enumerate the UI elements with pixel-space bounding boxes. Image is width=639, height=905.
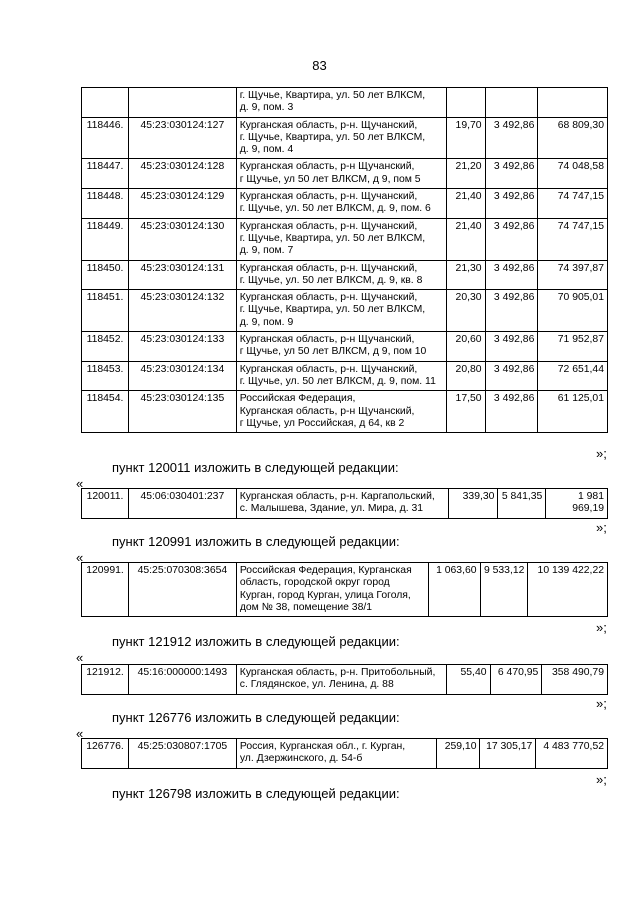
total-cell: 4 483 770,52 [536,739,608,769]
rate-cell: 3 492,86 [485,391,538,433]
rate-cell: 6 470,95 [490,665,542,695]
row-number: 118450. [82,260,129,290]
cadastral-number: 45:23:030124:131 [128,260,236,290]
table-row [82,665,608,695]
section-heading: пункт 120991 изложить в следующей редакции: [112,534,400,549]
total-cell: 74 397,87 [538,260,608,290]
row-number: 118449. [82,218,129,260]
cadastral-number [128,88,236,118]
section-heading: пункт 120011 изложить в следующей редакции: [112,460,399,475]
closing-quote: »; [596,772,607,787]
table-row [82,391,608,433]
cadastral-number: 45:23:030124:135 [128,391,236,433]
area-cell: 339,30 [448,489,498,519]
row-number: 126776. [82,739,129,769]
row-number: 118448. [82,189,129,219]
table-row [82,739,608,769]
address-cell: Курганская область, р-н. Щучанский, г. Щучье, ул. 50 лет ВЛКСМ, д. 9, пом. 6 [236,189,446,219]
rate-cell: 3 492,86 [485,159,538,189]
closing-quote: »; [596,620,607,635]
area-cell: 55,40 [446,665,490,695]
table-row [82,290,608,332]
opening-quote: « [76,650,84,665]
address-cell: г. Щучье, Квартира, ул. 50 лет ВЛКСМ, д. 9, пом. 3 [236,88,446,118]
area-cell: 21,30 [446,260,485,290]
section-heading: пункт 121912 изложить в следующей редакции: [112,634,400,649]
property-table [81,87,608,433]
row-number: 118451. [82,290,129,332]
address-cell: Курганская область, р-н. Щучанский, г. Щучье, Квартира, ул. 50 лет ВЛКСМ, д. 9, пом. 7 [236,218,446,260]
property-table [81,664,608,695]
table-row [82,332,608,362]
table-row [82,159,608,189]
area-cell: 20,60 [446,332,485,362]
row-number: 118452. [82,332,129,362]
address-cell: Курганская область, р-н. Притобольный, с. Глядянское, ул. Ленина, д. 88 [236,665,446,695]
opening-quote: « [76,550,84,565]
opening-quote: « [76,476,84,491]
total-cell: 10 139 422,22 [528,563,608,617]
cadastral-number: 45:25:030807:1705 [128,739,236,769]
area-cell: 20,80 [446,361,485,391]
rate-cell [485,88,538,118]
cadastral-number: 45:16:000000:1493 [128,665,236,695]
area-cell: 21,40 [446,218,485,260]
section-heading: пункт 126776 изложить в следующей редакции: [112,710,400,725]
table-row [82,361,608,391]
property-table [81,738,608,769]
closing-quote: »; [596,446,607,461]
address-cell: Курганская область, р-н. Щучанский, г. Щучье, Квартира, ул. 50 лет ВЛКСМ, д. 9, пом. 9 [236,290,446,332]
property-table [81,562,608,617]
rate-cell: 3 492,86 [485,361,538,391]
rate-cell: 5 841,35 [498,489,546,519]
address-cell: Курганская область, р-н. Щучанский, г. Щучье, ул. 50 лет ВЛКСМ, д. 9, пом. 11 [236,361,446,391]
table-row [82,489,608,519]
area-cell: 17,50 [446,391,485,433]
row-number: 120011. [82,489,129,519]
rate-cell: 17 305,17 [480,739,536,769]
address-cell: Россия, Курганская обл., г. Курган, ул. Дзержинского, д. 54-б [236,739,436,769]
rate-cell: 3 492,86 [485,189,538,219]
area-cell [446,88,485,118]
table-row [82,218,608,260]
section-heading: пункт 126798 изложить в следующей редакции: [112,786,400,801]
total-cell: 1 981 969,19 [546,489,608,519]
total-cell: 71 952,87 [538,332,608,362]
address-cell: Российская Федерация, Курганская область, городской округ город Курган, город Курган, улица Гоголя, дом № 38, помещение 38/1 [236,563,428,617]
table-row [82,117,608,159]
row-number [82,88,129,118]
area-cell: 20,30 [446,290,485,332]
cadastral-number: 45:23:030124:132 [128,290,236,332]
rate-cell: 3 492,86 [485,260,538,290]
closing-quote: »; [596,520,607,535]
cadastral-number: 45:23:030124:134 [128,361,236,391]
total-cell: 74 747,15 [538,189,608,219]
address-cell: Курганская область, р-н Щучанский, г Щучье, ул 50 лет ВЛКСМ, д 9, пом 10 [236,332,446,362]
total-cell: 74 747,15 [538,218,608,260]
opening-quote: « [76,726,84,741]
cadastral-number: 45:25:070308:3654 [128,563,236,617]
rate-cell: 3 492,86 [485,218,538,260]
area-cell: 19,70 [446,117,485,159]
cadastral-number: 45:06:030401:237 [128,489,236,519]
total-cell: 68 809,30 [538,117,608,159]
total-cell: 72 651,44 [538,361,608,391]
address-cell: Российская Федерация, Курганская область, р-н Щучанский, г Щучье, ул Российская, д 64, кв 2 [236,391,446,433]
row-number: 118446. [82,117,129,159]
address-cell: Курганская область, р-н. Щучанский, г. Щучье, ул. 50 лет ВЛКСМ, д. 9, кв. 8 [236,260,446,290]
row-number: 120991. [82,563,129,617]
area-cell: 21,40 [446,189,485,219]
row-number: 118454. [82,391,129,433]
property-table [81,488,608,519]
area-cell: 259,10 [436,739,480,769]
area-cell: 1 063,60 [428,563,480,617]
page-number: 83 [312,58,327,73]
table-row [82,88,608,118]
total-cell: 74 048,58 [538,159,608,189]
row-number: 118447. [82,159,129,189]
total-cell: 61 125,01 [538,391,608,433]
cadastral-number: 45:23:030124:130 [128,218,236,260]
rate-cell: 3 492,86 [485,332,538,362]
rate-cell: 3 492,86 [485,290,538,332]
address-cell: Курганская область, р-н Щучанский, г Щучье, ул 50 лет ВЛКСМ, д 9, пом 5 [236,159,446,189]
row-number: 121912. [82,665,129,695]
address-cell: Курганская область, р-н. Каргапольский, с. Малышева, Здание, ул. Мира, д. 31 [236,489,448,519]
rate-cell: 3 492,86 [485,117,538,159]
total-cell [538,88,608,118]
cadastral-number: 45:23:030124:129 [128,189,236,219]
cadastral-number: 45:23:030124:127 [128,117,236,159]
row-number: 118453. [82,361,129,391]
table-row [82,189,608,219]
area-cell: 21,20 [446,159,485,189]
rate-cell: 9 533,12 [480,563,528,617]
table-row [82,563,608,617]
address-cell: Курганская область, р-н. Щучанский, г. Щучье, Квартира, ул. 50 лет ВЛКСМ, д. 9, пом. 4 [236,117,446,159]
cadastral-number: 45:23:030124:133 [128,332,236,362]
total-cell: 358 490,79 [542,665,608,695]
table-row [82,260,608,290]
cadastral-number: 45:23:030124:128 [128,159,236,189]
closing-quote: »; [596,696,607,711]
total-cell: 70 905,01 [538,290,608,332]
